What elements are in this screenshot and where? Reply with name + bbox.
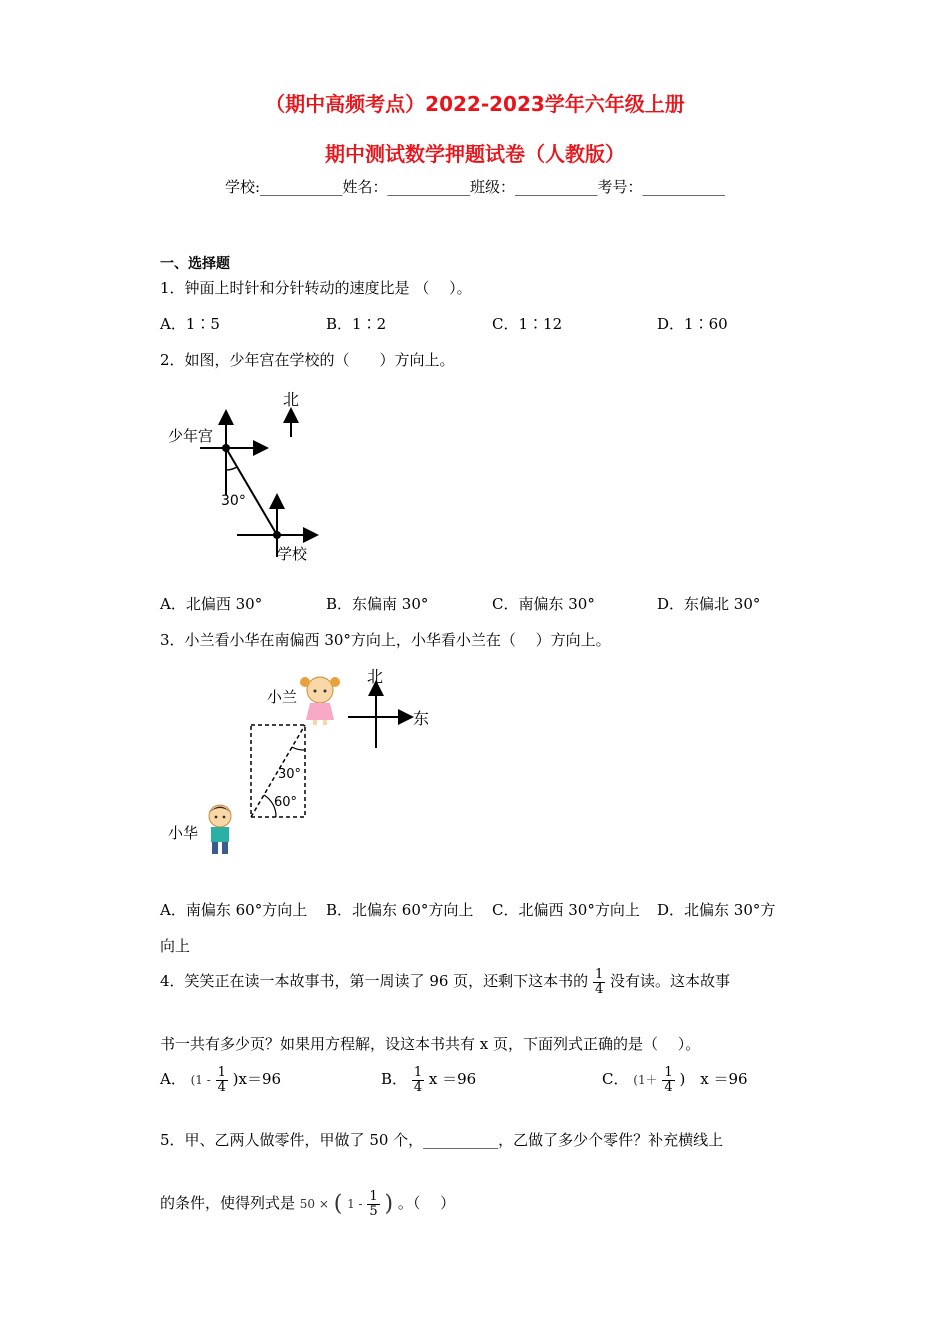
question-5-stem-c: 。（ ）: [397, 1194, 456, 1213]
option-a-pre: (1 -: [190, 1073, 211, 1088]
question-1-option-b: B．1∶2: [326, 315, 387, 333]
question-4-option-c: [602, 1066, 748, 1094]
fraction-numerator: 1: [664, 1065, 673, 1080]
paren-close: ): [384, 1191, 394, 1217]
question-3-option-d: D．北偏东 30°方: [657, 901, 776, 919]
fraction-numerator: 1: [217, 1065, 226, 1080]
angle-label-30: 30°: [278, 767, 302, 782]
question-2-stem: 2．如图，少年宫在学校的（ ）方向上。: [160, 351, 455, 369]
question-1-stem: 1．钟面上时针和分针转动的速度比是 （ ）。: [160, 279, 472, 297]
fraction-numerator: 1: [369, 1189, 378, 1204]
question-4-stem-b: 没有读。这本故事: [610, 972, 731, 991]
option-a-label: A．: [160, 1070, 186, 1089]
north-label: 北: [283, 390, 300, 409]
north-label: 北: [367, 667, 384, 686]
question-5-fraction: [367, 1190, 379, 1218]
question-3-option-c: C．北偏西 30°方向上: [492, 901, 640, 919]
fraction-numerator: 1: [594, 967, 604, 982]
question-4-fraction: [593, 968, 605, 996]
fraction-denominator: 4: [413, 1079, 423, 1095]
option-a-fraction: [216, 1066, 228, 1094]
question-5-expr-pre: 50 ×: [299, 1197, 329, 1212]
question-4-option-b: [381, 1066, 476, 1094]
question-5-stem-b: 的条件，使得列式是: [160, 1194, 296, 1213]
connecting-line: [226, 448, 277, 535]
option-c-pre: (1＋: [633, 1073, 658, 1088]
paren-open: (: [333, 1191, 343, 1217]
question-4-option-a: [160, 1066, 281, 1094]
boy-label: 小华: [168, 824, 199, 842]
school-label: 学校: [277, 545, 308, 563]
fraction-denominator: 4: [594, 981, 604, 997]
fraction-numerator: 1: [413, 1065, 423, 1080]
question-2-option-c: C．南偏东 30°: [492, 595, 595, 613]
title-line-2: 期中测试数学押题试卷（人教版）: [325, 142, 625, 166]
question-2-option-d: D．东偏北 30°: [657, 595, 761, 613]
question-2-option-b: B．东偏南 30°: [326, 595, 429, 613]
question-5-expr-inner: 1 -: [347, 1197, 363, 1212]
question-4-stem-c: 书一共有多少页？如果用方程解，设这本书共有 x 页，下面列式正确的是（ ）。: [160, 1035, 701, 1053]
option-b-fraction: [412, 1066, 424, 1094]
fraction-denominator: 4: [217, 1079, 226, 1095]
question-3-stem: 3．小兰看小华在南偏西 30°方向上，小华看小兰在（ ）方向上。: [160, 631, 611, 649]
option-c-post: ) x ＝96: [679, 1070, 748, 1089]
fraction-denominator: 5: [369, 1203, 378, 1219]
palace-label: 少年宫: [168, 427, 214, 445]
option-b-label: B．: [381, 1070, 408, 1089]
question-5-stem-a: 5．甲、乙两人做零件，甲做了 50 个，__________，乙做了多少个零件？补充横线上: [160, 1131, 724, 1149]
fraction-denominator: 4: [664, 1079, 673, 1095]
question-2-figure: [160, 385, 340, 570]
question-1-option-c: C．1∶12: [492, 315, 563, 333]
angle-label: 30°: [221, 493, 246, 509]
option-c-fraction: [662, 1066, 674, 1094]
option-c-label: C．: [602, 1070, 629, 1089]
question-5-stem-line-2: [160, 1190, 455, 1218]
option-a-post: )x＝96: [232, 1070, 282, 1089]
student-info-line: 学校:___________姓名：___________班级：___________考号：___________: [224, 178, 726, 196]
question-4-stem-a: 4．笑笑正在读一本故事书，第一周读了 96 页，还剩下这本书的: [160, 972, 589, 991]
title-line-1: （期中高频考点）2022-2023学年六年级上册: [265, 92, 685, 116]
question-1-option-a: A．1∶5: [160, 315, 220, 333]
question-3-option-d-wrap: 向上: [160, 937, 191, 955]
question-3-option-b: B．北偏东 60°方向上: [326, 901, 474, 919]
question-3-option-a: A．南偏东 60°方向上: [160, 901, 308, 919]
question-2-option-a: A．北偏西 30°: [160, 595, 263, 613]
girl-icon: [300, 677, 340, 725]
angle-arc: [226, 467, 237, 470]
question-1-option-d: D．1∶60: [657, 315, 728, 333]
option-b-post: x ＝96: [428, 1070, 477, 1089]
boy-icon: [209, 805, 231, 854]
angle-label-60: 60°: [274, 795, 298, 810]
question-3-figure: [160, 662, 450, 862]
angle-arc-30: [292, 747, 305, 750]
girl-label: 小兰: [267, 688, 298, 706]
question-4-stem-line-1: [160, 968, 730, 996]
section-title: 一、选择题: [160, 256, 230, 272]
east-label: 东: [413, 709, 430, 728]
